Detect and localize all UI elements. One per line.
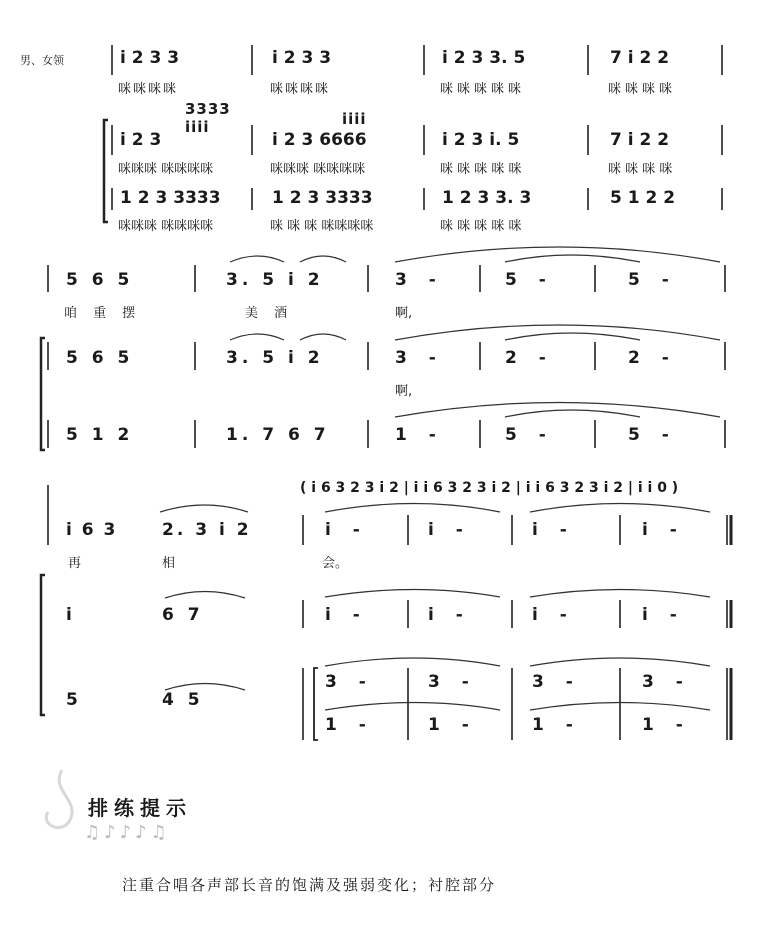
- lyric: 再: [68, 556, 82, 571]
- lyric: 咪咪咪 咪咪咪咪: [118, 162, 214, 177]
- tips-text: 注重合唱各声部长音的饱满及强弱变化；衬腔部分: [122, 876, 497, 894]
- measure: 5 -: [628, 425, 677, 445]
- measure: 1 -: [428, 715, 477, 735]
- lyric: 咪咪咪 咪咪咪咪: [118, 219, 214, 234]
- measure: i 2 3 3: [120, 48, 180, 68]
- lyric: 咪咪咪咪: [118, 82, 179, 97]
- measure: 3 -: [532, 672, 581, 692]
- lyric: 咪咪咪 咪咪咪咪: [270, 162, 366, 177]
- measure: 3. 5 i 2: [226, 348, 324, 368]
- measure: 3. 5 i 2: [226, 270, 324, 290]
- measure: 5 -: [628, 270, 677, 290]
- measure: i -: [532, 605, 575, 625]
- measure: i 2 3 i. 5: [442, 130, 520, 150]
- lyric: 会。: [322, 556, 349, 571]
- measure: 1 -: [325, 715, 374, 735]
- measure: i -: [428, 520, 471, 540]
- lyric: 咱 重 摆: [64, 306, 142, 321]
- measure: 5 -: [505, 270, 554, 290]
- measure: i 2 3 3: [272, 48, 332, 68]
- measure: 3 -: [395, 270, 444, 290]
- stacked-notes: 3333: [185, 100, 231, 118]
- lyric: 咪咪咪咪咪: [440, 82, 526, 97]
- measure: 5 1 2 2: [610, 188, 676, 208]
- measure: i -: [532, 520, 575, 540]
- measure: 3 -: [642, 672, 691, 692]
- stacked-notes: iiii: [185, 118, 210, 136]
- measure: 5 -: [505, 425, 554, 445]
- measure: 1 -: [532, 715, 581, 735]
- measure: 4 5: [162, 690, 204, 710]
- measure: 6 7: [162, 605, 204, 625]
- measure: i 2 3 3. 5: [442, 48, 526, 68]
- lyric: 啊,: [395, 384, 413, 399]
- lyric: 咪咪咪咪: [608, 82, 677, 97]
- measure: 5: [66, 690, 78, 710]
- measure: 2 -: [628, 348, 677, 368]
- measure: 5 1 2: [66, 425, 134, 445]
- measure: i -: [325, 520, 368, 540]
- measure: 1 -: [642, 715, 691, 735]
- measure: 1 2 3 3. 3: [442, 188, 532, 208]
- measure: 7 i 2 2: [610, 130, 670, 150]
- measure: i: [66, 605, 72, 625]
- measure: i -: [428, 605, 471, 625]
- measure: i 2 3: [120, 130, 162, 150]
- lyric: 咪 咪 咪 咪: [608, 162, 673, 177]
- measure: 1 2 3 3333: [272, 188, 373, 208]
- measure: 5 6 5: [66, 270, 134, 290]
- lyric: 咪 咪 咪 咪 咪: [440, 162, 522, 177]
- measure: 5 6 5: [66, 348, 134, 368]
- lyric: 相: [162, 556, 176, 571]
- measure: i -: [325, 605, 368, 625]
- lyric: 美 酒: [245, 306, 294, 321]
- stacked-notes: iiii: [342, 110, 367, 128]
- measure: 1 -: [395, 425, 444, 445]
- measure: i 2 3 6666: [272, 130, 367, 150]
- measure: 1 2 3 3333: [120, 188, 221, 208]
- measure: i 6 3: [66, 520, 118, 540]
- measure: i -: [642, 605, 685, 625]
- measure: 2. 3 i 2: [162, 520, 252, 540]
- lyric: 咪 咪 咪 咪咪咪咪: [270, 219, 374, 234]
- measure: 3 -: [395, 348, 444, 368]
- lyric: 咪 咪 咪 咪 咪: [440, 219, 522, 234]
- measure: 3 -: [325, 672, 374, 692]
- measure: i -: [642, 520, 685, 540]
- voice-label: 男、女领: [20, 54, 64, 67]
- measure: 2 -: [505, 348, 554, 368]
- lyric: 咪咪咪咪: [270, 82, 331, 97]
- measure: 7 i 2 2: [610, 48, 670, 68]
- measure: 1. 7 6 7: [226, 425, 330, 445]
- music-notes-icon: ♫♪♪♪♫: [84, 822, 171, 843]
- lyric: 啊,: [395, 306, 413, 321]
- interlude: ( i 6 3 2 3 i 2 | i i 6 3 2 3 i 2 | i i 6 3 2 3 i 2 | i i 0 ): [300, 480, 679, 496]
- measure: 3 -: [428, 672, 477, 692]
- tips-heading: 排练提示: [88, 796, 192, 820]
